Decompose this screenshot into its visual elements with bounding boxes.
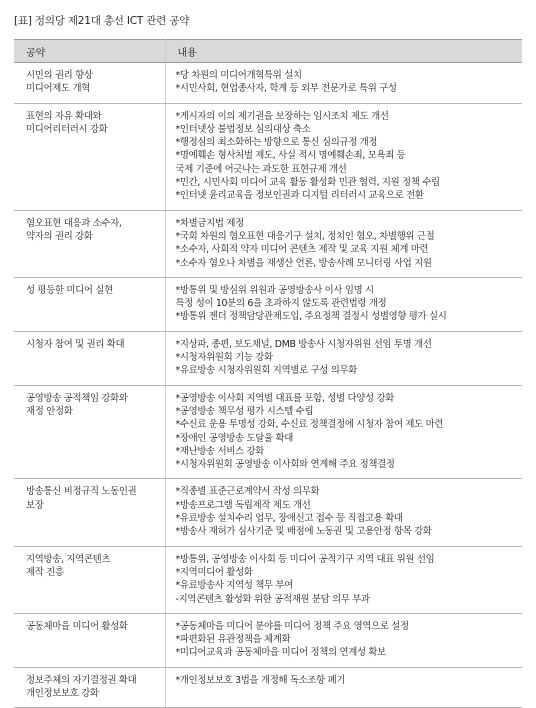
- pledge-topic-line: 공동체마을 미디어 활성화: [26, 620, 128, 632]
- table-row: [14, 277, 522, 331]
- table-row: [14, 385, 522, 479]
- pledge-item: *유료방송 시청자위원회 지역별로 구성 의무화: [175, 365, 357, 377]
- pledge-content-cell: [165, 63, 522, 104]
- header-content: 내용: [165, 40, 522, 63]
- pledge-item: -지역콘텐츠 활성화 위한 공적재원 분담 의무 부과: [175, 593, 370, 605]
- pledge-topic-line: 시민의 권리 향상: [26, 70, 93, 81]
- pledge-topic-line: 개인정보보호 강화: [26, 687, 99, 699]
- pledge-item: *개인정보보호 3법을 개정해 독소조항 폐기: [175, 674, 346, 686]
- pledge-topic-cell: [14, 63, 165, 104]
- pledge-topic-line: 제작 진흥: [26, 566, 64, 578]
- document-title: [표] 정의당 제21대 총선 ICT 관련 공약: [14, 15, 190, 27]
- pledge-item: *게시자의 이의 제기권을 보장하는 임시조치 제도 개선: [175, 110, 389, 122]
- pledge-topic-line: 약자의 권리 강화: [26, 230, 93, 242]
- header-pledge: 공약: [14, 40, 165, 63]
- pledge-item: *장애인 공영방송 도달율 확대: [175, 432, 294, 444]
- pledge-content-cell: [165, 613, 522, 667]
- pledge-topic-line: 성 평등한 미디어 실현: [26, 284, 113, 296]
- table-row: [14, 613, 522, 667]
- pledge-content-cell: [165, 277, 522, 331]
- table-body: [14, 63, 522, 708]
- table-row: [14, 103, 522, 210]
- pledge-item: *명예훼손 형사처벌 제도, 사실 적시 명예훼손죄, 모욕죄 등: [175, 150, 406, 162]
- pledge-topic-cell: [14, 331, 165, 385]
- pledge-topic-line: 정보주체의 자기결정권 확대: [26, 674, 137, 686]
- pledge-topic-line: 혐오표현 대응과 소수자,: [26, 217, 122, 229]
- table-row: [14, 210, 522, 277]
- table-row: [14, 667, 522, 708]
- pledge-topic-cell: [14, 546, 165, 613]
- pledge-table: [14, 39, 522, 708]
- pledge-item: *시민사회, 현업종사자, 학계 등 외부 전문가로 특위 구성: [175, 83, 397, 95]
- pledge-topic-line: 표현의 자유 확대와: [26, 110, 102, 122]
- table-row: [14, 479, 522, 546]
- pledge-item: *방송프로그램 독립제작 제도 개선: [175, 499, 311, 511]
- pledge-topic-line: 재정 안정화: [26, 405, 73, 417]
- pledge-item: *공영방송 책무성 평가 시스템 수립: [175, 405, 314, 417]
- pledge-item: *인터넷상 불법정보 심의대상 축소: [175, 123, 311, 135]
- pledge-content-cell: [165, 210, 522, 277]
- pledge-item: *공동체마을 미디어 분야를 미디어 정책 주요 영역으로 설정: [175, 620, 409, 632]
- pledge-item: *지상파, 종편, 보도채널, DMB 방송사 시청자위원 선임 투명 개선: [175, 338, 432, 350]
- pledge-topic-cell: [14, 667, 165, 708]
- pledge-topic-line: 시청자 참여 및 권리 확대: [26, 338, 125, 350]
- pledge-item: *민간, 시민사회 미디어 교육 활동 활성화 민관 협력, 지원 정책 수립: [175, 177, 440, 189]
- pledge-content-cell: [165, 667, 522, 708]
- pledge-topic-cell: [14, 385, 165, 479]
- pledge-content-cell: [165, 546, 522, 613]
- pledge-item: *공영방송 이사회 지역별 대표를 포함, 성별 다양성 강화: [175, 392, 394, 404]
- table-header-row: [14, 40, 522, 63]
- pledge-item: 특정 성이 10분의 6을 초과하지 않도록 관련법령 개정: [175, 298, 387, 310]
- pledge-item: *당 차원의 미디어개혁특위 설치: [175, 70, 302, 81]
- pledge-content-cell: [165, 103, 522, 210]
- pledge-item: *유료방송사 지역성 책무 부여: [175, 580, 294, 592]
- pledge-item: *방통위, 공영방송 이사회 등 미디어 공적기구 지역 대표 위원 선임: [175, 553, 435, 565]
- pledge-topic-line: 지역방송, 지역콘텐츠: [26, 553, 111, 565]
- pledge-content-cell: [165, 385, 522, 479]
- table-row: [14, 331, 522, 385]
- pledge-topic-line: 미디어제도 개혁: [26, 83, 90, 95]
- pledge-topic-cell: [14, 277, 165, 331]
- pledge-item: *차별금지법 제정: [175, 217, 244, 229]
- pledge-topic-line: 보장: [26, 499, 44, 511]
- pledge-item: *파편화된 유관정책을 체계화: [175, 634, 291, 646]
- pledge-content-cell: [165, 331, 522, 385]
- pledge-topic-line: 공영방송 공적책임 강화와: [26, 392, 128, 404]
- pledge-item: 국제 기준에 어긋나는 과도한 표현규제 개선: [175, 163, 347, 175]
- pledge-item: *행정심의 최소화하는 방향으로 통신 심의규정 개정: [175, 137, 378, 149]
- pledge-item: *인터넷 윤리교육을 정보인권과 디지털 리터러시 교육으로 전환: [175, 190, 424, 202]
- pledge-topic-cell: [14, 210, 165, 277]
- pledge-item: *시청자위원회 기능 강화: [175, 352, 273, 364]
- pledge-item: *미디어교육과 공동체마을 미디어 정책의 연계성 확보: [175, 647, 386, 659]
- pledge-item: *국회 차원의 혐오표현 대응기구 설치, 정치인 혐오, 차별행위 근절: [175, 230, 435, 242]
- pledge-item: *소수자 혐오나 차별을 재생산 언론, 방송사례 모니터링 사업 지원: [175, 257, 432, 269]
- pledge-topic-cell: [14, 479, 165, 546]
- pledge-item: *방통위 및 방심위 위원과 공영방송사 이사 임명 시: [175, 284, 374, 296]
- pledge-topic-line: 방송통신 비정규직 노동인권: [26, 486, 137, 498]
- pledge-item: *재난방송 서비스 강화: [175, 445, 265, 457]
- pledge-item: *방통위 젠더 정책담당관제도입, 주요정책 결정시 성별영향 평가 실시: [175, 311, 447, 323]
- pledge-item: *수신료 운용 투명성 강화, 수신료 정책결정에 시청자 참여 제도 마련: [175, 419, 444, 431]
- pledge-item: *직종별 표준근로계약서 작성 의무화: [175, 486, 320, 498]
- pledge-item: *방송사 재허가 심사기준 및 배점에 노동권 및 고용안정 항목 강화: [175, 526, 432, 538]
- pledge-topic-line: 미디어리터러시 강화: [26, 123, 108, 135]
- pledge-topic-cell: [14, 613, 165, 667]
- pledge-item: *유료방송 설치수리 업무, 장애신고 접수 등 직접고용 확대: [175, 513, 403, 525]
- pledge-item: *소수자, 사회적 약자 미디어 콘텐츠 제작 및 교육 지원 체계 마련: [175, 244, 429, 256]
- table-row: [14, 63, 522, 104]
- table-row: [14, 546, 522, 613]
- pledge-item: *지역미디어 활성화: [175, 566, 253, 578]
- pledge-item: *시청자위원회 공영방송 이사회와 연계해 주요 정책결정: [175, 459, 395, 471]
- pledge-topic-cell: [14, 103, 165, 210]
- pledge-content-cell: [165, 479, 522, 546]
